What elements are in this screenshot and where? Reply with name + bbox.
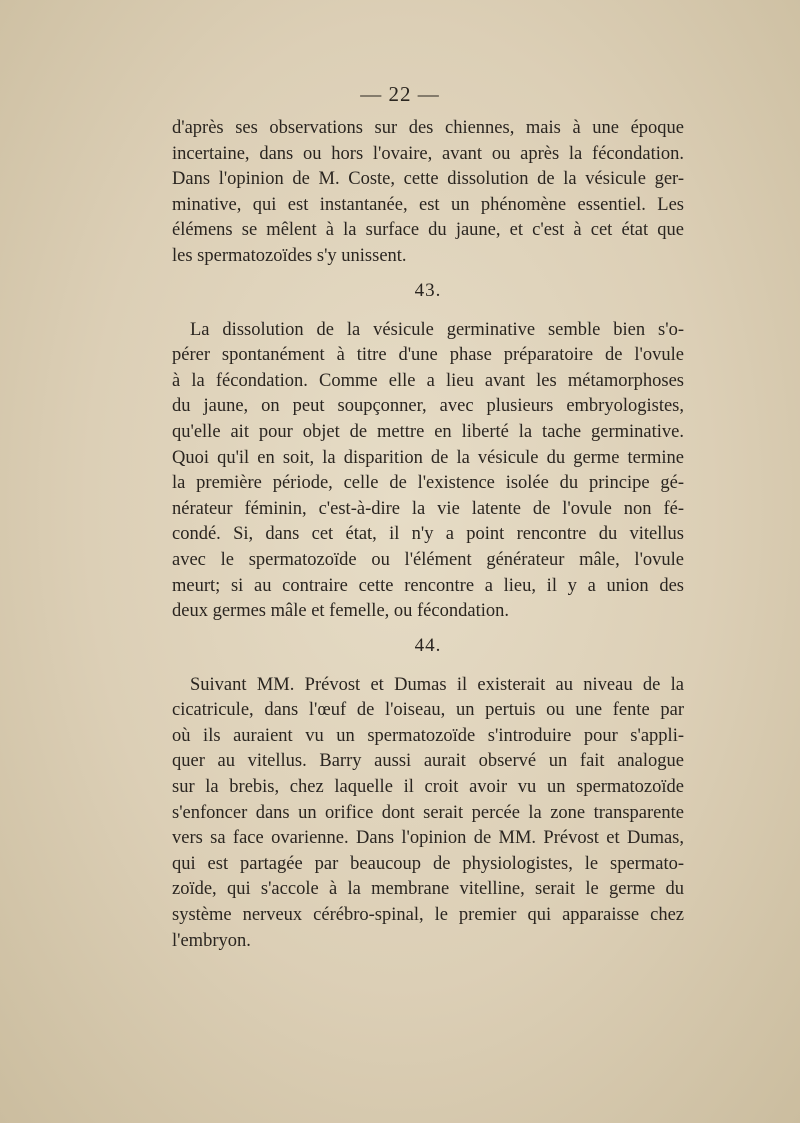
text-line: l'embryon. [172, 930, 251, 951]
text-line: la première période, celle de l'existence isolée du principe gé- [172, 473, 684, 494]
text-line: meurt; si au contraire cette rencontre a lieu, il y a union des [172, 575, 684, 596]
text-line: La dissolution de la vésicule germinative semble bien s'o- [190, 319, 684, 340]
text-line: incertaine, dans ou hors l'ovaire, avant ou après la fécondation. [172, 143, 684, 164]
paragraph-continuation [172, 116, 684, 270]
text-line: à la fécondation. Comme elle a lieu avant les métamorphoses [172, 370, 684, 391]
text-line: qui est partagée par beaucoup de physiologistes, le spermato- [172, 853, 684, 874]
text-line: vers sa face ovarienne. Dans l'opinion de MM. Prévost et Dumas, [172, 828, 684, 849]
text-line: Suivant MM. Prévost et Dumas il existerait au niveau de la [190, 674, 684, 695]
text-body [172, 116, 684, 954]
text-line: sur la brebis, chez laquelle il croit avoir vu un spermatozoïde [172, 777, 684, 798]
text-line: Quoi qu'il en soit, la disparition de la vésicule du germe termine [172, 447, 684, 468]
text-line: Dans l'opinion de M. Coste, cette dissolution de la vésicule ger- [172, 169, 684, 190]
page-number: — 22 — [360, 82, 440, 106]
text-line: où ils auraient vu un spermatozoïde s'introduire pour s'appli- [172, 725, 684, 746]
section-number-43: 43. [414, 279, 442, 301]
text-line: nérateur féminin, c'est-à-dire la vie latente de l'ovule non fé- [172, 498, 684, 519]
text-line: qu'elle ait pour objet de mettre en liberté la tache germinative. [172, 421, 684, 442]
text-line: s'enfoncer dans un orifice dont serait percée la zone transparente [172, 802, 684, 823]
text-line: système nerveux cérébro-spinal, le premier qui apparaisse chez [172, 905, 684, 926]
text-line: avec le spermatozoïde ou l'élément générateur mâle, l'ovule [172, 549, 684, 570]
text-line: quer au vitellus. Barry aussi aurait observé un fait analogue [172, 751, 684, 772]
text-line: pérer spontanément à titre d'une phase préparatoire de l'ovule [172, 345, 684, 366]
section-number-44: 44. [414, 634, 442, 656]
text-line: zoïde, qui s'accole à la membrane vitelline, serait le germe du [172, 879, 684, 900]
text-line: condé. Si, dans cet état, il n'y a point rencontre du vitellus [172, 524, 684, 545]
text-line: deux germes mâle et femelle, ou fécondation. [172, 601, 509, 622]
text-line: cicatricule, dans l'œuf de l'oiseau, un pertuis ou une fente par [172, 700, 684, 721]
text-line: d'après ses observations sur des chiennes, mais à une époque [172, 118, 684, 138]
text-line: du jaune, on peut soupçonner, avec plusieurs embryologistes, [172, 396, 684, 417]
text-line: les spermatozoïdes s'y unissent. [172, 245, 407, 266]
paragraph-44 [172, 673, 684, 955]
text-line: élémens se mêlent à la surface du jaune, et c'est à cet état que [172, 220, 684, 241]
text-line: minative, qui est instantanée, est un phénomène essentiel. Les [172, 194, 684, 215]
paragraph-43 [172, 318, 684, 625]
